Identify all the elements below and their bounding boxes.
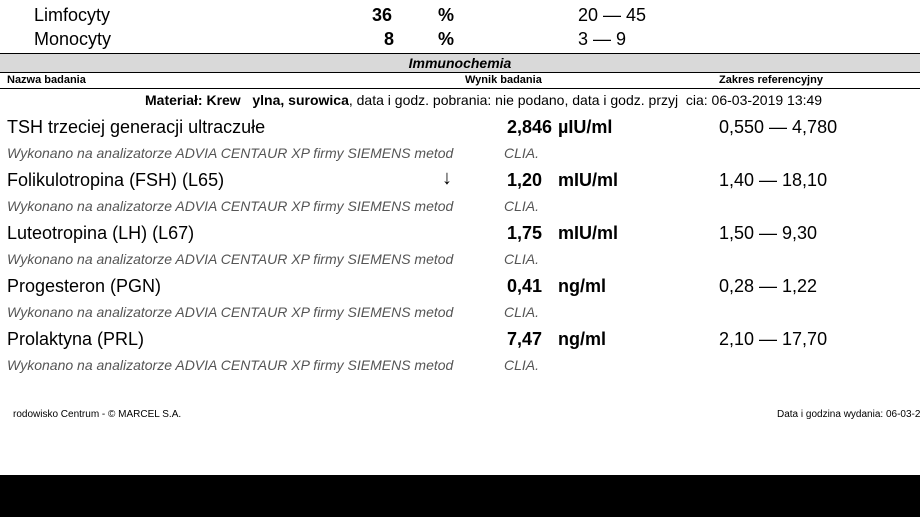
prev-row-ref: 20 — 45 <box>578 5 647 25</box>
footer-left: rodowisko Centrum - © MARCEL S.A. <box>13 409 182 420</box>
material-line <box>145 92 822 108</box>
test-method-note: Wykonano na analizatorze ADVIA CENTAUR XP firmy SIEMENS metod <box>7 251 454 267</box>
prev-row-value: 36 <box>372 5 393 25</box>
test-name: Prolaktyna (PRL) <box>7 329 145 349</box>
test-reference-range: 0,550 — 4,780 <box>719 117 838 137</box>
divider <box>0 72 920 73</box>
prev-row-name: Monocyty <box>34 29 112 49</box>
test-unit: ng/ml <box>558 329 606 349</box>
test-name: Folikulotropina (FSH) (L65) <box>7 170 225 190</box>
prev-row-unit: % <box>438 5 455 25</box>
low-value-arrow-icon: ↓ <box>442 167 452 189</box>
test-reference-range: 1,40 — 18,10 <box>719 170 828 190</box>
test-method-note: Wykonano na analizatorze ADVIA CENTAUR XP firmy SIEMENS metod <box>7 357 454 373</box>
prev-row-value: 8 <box>384 29 395 49</box>
test-method-note: Wykonano na analizatorze ADVIA CENTAUR XP firmy SIEMENS metod <box>7 145 454 161</box>
material-kind: ylna, surowica <box>252 92 349 108</box>
test-unit: µIU/ml <box>558 117 613 137</box>
test-value: 1,20 <box>507 170 543 190</box>
column-header-result: Wynik badania <box>465 74 542 86</box>
test-method-note: Wykonano na analizatorze ADVIA CENTAUR XP firmy SIEMENS metod <box>7 304 454 320</box>
test-unit: mIU/ml <box>558 170 619 190</box>
test-name: Progesteron (PGN) <box>7 276 162 296</box>
material-details: , data i godz. pobrania: nie podano, data i godz. przyj <box>348 92 679 108</box>
test-method-tail: CLIA. <box>504 198 540 214</box>
test-method-tail: CLIA. <box>504 145 540 161</box>
test-method-tail: CLIA. <box>504 357 540 373</box>
footer-right: Data i godzina wydania: 06-03-2 <box>777 409 920 420</box>
test-unit: ng/ml <box>558 276 606 296</box>
test-method-note: Wykonano na analizatorze ADVIA CENTAUR XP firmy SIEMENS metod <box>7 198 454 214</box>
divider <box>0 88 920 89</box>
material-label: Materiał: Krew <box>145 92 241 108</box>
test-name: TSH trzeciej generacji ultraczułe <box>7 117 266 137</box>
test-value: 1,75 <box>507 223 543 243</box>
material-received: cia: 06-03-2019 13:49 <box>685 92 823 108</box>
test-value: 7,47 <box>507 329 543 349</box>
bottom-black-bar <box>0 475 920 517</box>
test-unit: mIU/ml <box>558 223 619 243</box>
test-name: Luteotropina (LH) (L67) <box>7 223 195 243</box>
test-value: 0,41 <box>507 276 543 296</box>
test-reference-range: 1,50 — 9,30 <box>719 223 818 243</box>
test-reference-range: 2,10 — 17,70 <box>719 329 828 349</box>
test-method-tail: CLIA. <box>504 304 540 320</box>
test-method-tail: CLIA. <box>504 251 540 267</box>
prev-row-unit: % <box>438 29 455 49</box>
prev-row-ref: 3 — 9 <box>578 29 627 49</box>
prev-row-name: Limfocyty <box>34 5 111 25</box>
column-header-range: Zakres referencyjny <box>719 74 823 86</box>
section-title: Immunochemia <box>0 54 920 72</box>
column-header-name: Nazwa badania <box>7 74 86 86</box>
test-value: 2,846 <box>507 117 553 137</box>
test-reference-range: 0,28 — 1,22 <box>719 276 818 296</box>
